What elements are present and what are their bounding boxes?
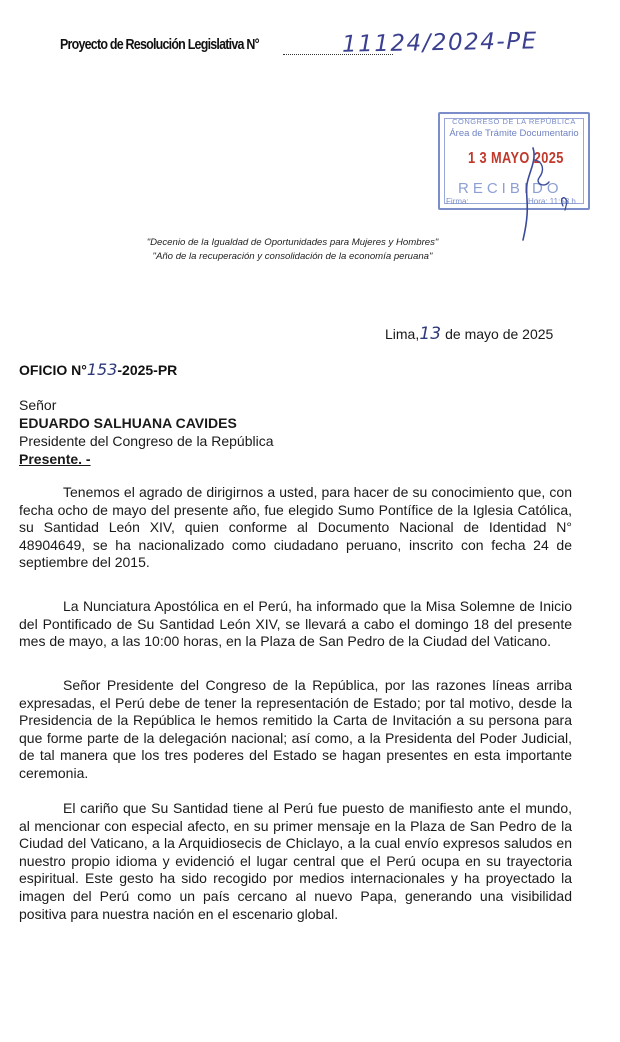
paragraph-text: La Nunciatura Apostólica en el Perú, ha informado que la Misa Solemne de Inicio del Pontificado de Su Santidad León XIV, se llevará a cabo el domingo 18 del presente mes de mayo, a las 10:00 horas, en la Plaza de San Pedro de la Ciudad del Vaticano. <box>19 598 572 650</box>
decenio-line-2: "Año de la recuperación y consolidación de la economía peruana" <box>152 251 433 262</box>
date-day-handwritten: 13 <box>419 324 442 344</box>
decenio-line-1: "Decenio de la Igualdad de Oportunidades para Mujeres y Hombres" <box>146 237 439 248</box>
stamp-hora-label: Hora: 11:58 h <box>528 197 576 206</box>
body-paragraph-2 <box>19 598 572 651</box>
proyecto-header <box>60 30 580 64</box>
addressee-name: EDUARDO SALHUANA CAVIDES <box>19 415 237 431</box>
proyecto-number-handwritten: 11124/2024-PE <box>341 28 538 58</box>
stamp-recibido: RECIBIDO <box>458 180 563 197</box>
body-paragraph-4 <box>19 800 572 923</box>
oficio-suffix: -2025-PR <box>117 362 178 378</box>
date-city: Lima, <box>385 326 420 342</box>
stamp-institution: CONGRESO DE LA REPÚBLICA <box>452 117 576 126</box>
date-line <box>385 324 553 344</box>
date-month-year: de mayo de 2025 <box>445 326 554 342</box>
paragraph-text: El cariño que Su Santidad tiene al Perú fue puesto de manifiesto ante el mundo, al mencionar con especial afecto, en su primer mensaje en la Plaza de San Pedro de la Ciudad del Vaticano, a la Arquidiosecis de Chiclayo, a la cual envío expresos saludos en nuestro propio idioma y evidenció el lugar central que el Perú ocupa en su trayectoria espiritual. Este gesto ha sido recogido por medios internacionales y ha proyectado la imagen del Perú como un país cercano al nuevo Papa, generando una visibilidad positiva para nuestra nación en el escenario global. <box>19 800 572 922</box>
decenio-heading <box>120 236 465 264</box>
stamp-signature-icon <box>505 140 605 245</box>
oficio-number-handwritten: 153 <box>86 360 118 379</box>
oficio-number <box>19 360 177 379</box>
addressee-title: Presidente del Congreso de la República <box>19 433 274 449</box>
addressee-salutation: Señor <box>19 397 57 413</box>
addressee-block <box>19 396 274 468</box>
paragraph-text: Tenemos el agrado de dirigirnos a usted, para hacer de su conocimiento que, con fecha ocho de mayo del presente año, fue elegido Sumo Pontífice de la Iglesia Católica, su Santidad León XIV, quien conforme al Documento Nacional de Identidad N° 48904649, se ha nacionalizado como ciudadano peruano, inscrito con fecha 24 de septiembre del 2015. <box>19 484 572 571</box>
stamp-date: 1 3 MAYO 2025 <box>468 150 564 167</box>
addressee-presente: Presente. - <box>19 451 91 467</box>
stamp-area: Área de Trámite Documentario <box>449 128 579 139</box>
proyecto-label: Proyecto de Resolución Legislativa N° <box>60 37 259 53</box>
oficio-prefix: OFICIO N° <box>19 362 87 378</box>
paragraph-text: Señor Presidente del Congreso de la República, por las razones líneas arriba expresadas, el Perú debe de tener la representación de Estado; por tal motivo, desde la Presidencia de la República le hemos remitido la Carta de Invitación a su persona para que forme parte de la delegación nacional; así como, a la Presidenta del Poder Judicial, de tal manera que los tres poderes del Estado se hagan presentes en esta importante ceremonia. <box>19 677 572 781</box>
body-paragraph-1 <box>19 484 572 572</box>
stamp-firma-label: Firma: <box>446 197 469 206</box>
body-paragraph-3 <box>19 677 572 783</box>
